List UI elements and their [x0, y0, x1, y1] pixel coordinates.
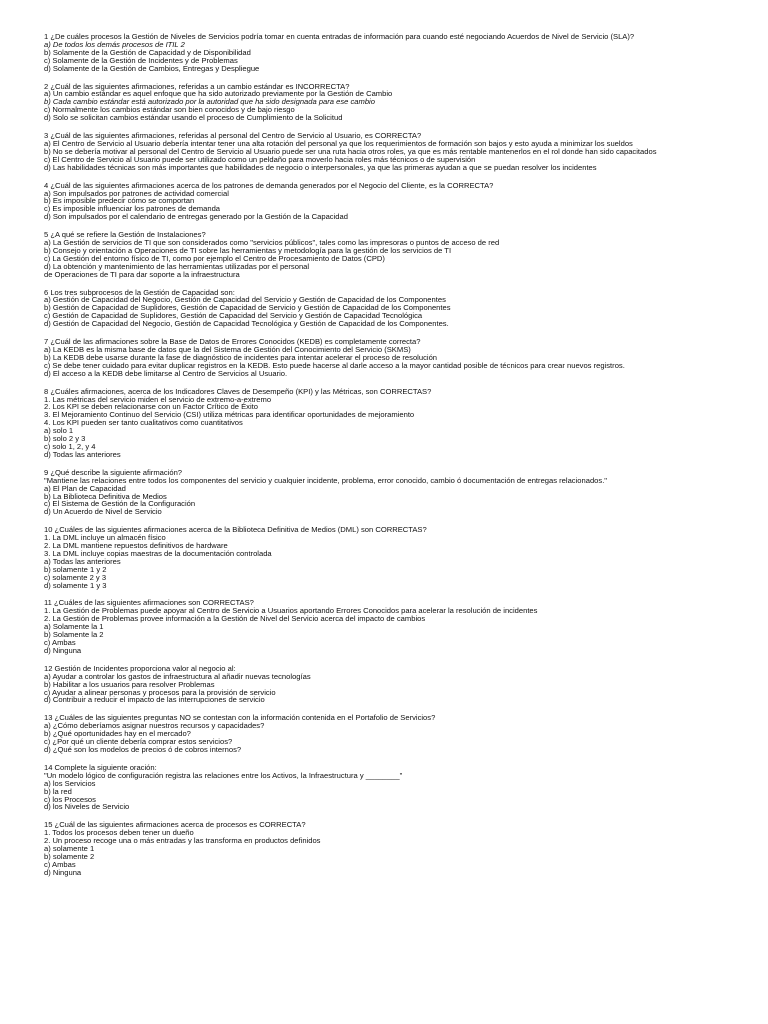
answer-option: c) Ambas [44, 859, 76, 869]
answer-option: 2. Un proceso recoge una o más entradas y las transforma en productos definidos [44, 836, 321, 846]
answer-option: 2. La DML mantiene repuestos definitivos de hardware [44, 541, 228, 551]
answer-option: a) De todos los demás procesos de ITIL 2 [44, 39, 185, 49]
answer-option: c) Ayudar a alinear personas y procesos para la provisión de servicio [44, 687, 276, 697]
answer-option: d) El acceso a la KEDB debe limitarse al Centro de Servicios al Usuario. [44, 368, 288, 378]
answer-option: a) solamente 1 [44, 844, 95, 854]
answer-option: c) Es imposible influenciar los patrones de demanda [44, 204, 221, 214]
answer-option: b) La KEDB debe usarse durante la fase de diagnóstico de incidentes para intentar acelerar el proceso de resolución [44, 352, 438, 362]
question-text: 11 ¿Cuáles de las siguientes afirmaciones son CORRECTAS? [44, 598, 254, 608]
question-text: 15 ¿Cuál de las siguientes afirmaciones acerca de procesos es CORRECTA? [44, 820, 306, 830]
answer-option: c) La Gestión del entorno físico de TI, como por ejemplo el Centro de Procesamiento de Datos (CPD) [44, 253, 385, 263]
answer-option: a) los Servicios [44, 778, 96, 788]
answer-option: d) Solo se solicitan cambios estándar usando el proceso de Cumplimiento de la Solicitud [44, 113, 343, 123]
question-block [44, 469, 744, 516]
answer-option: d) Un Acuerdo de Nivel de Servicio [44, 507, 162, 517]
answer-option: a) La KEDB es la misma base de datos que la del Sistema de Gestión del Conocimiento del Servicio (SKMS) [44, 345, 411, 354]
answer-option: a) La Gestión de servicios de TI que son considerados como "servicios públicos", tales como las impresoras o puntos de acceso de red [44, 238, 500, 248]
question-text: 4 ¿Cuál de las siguientes afirmaciones acerca de los patrones de demanda generados por el Negocio del Cliente, es la CORRECTA? [44, 180, 494, 190]
answer-option: b) Es imposible predecir cómo se comportan [44, 196, 195, 206]
answer-option: c) Normalmente los cambios estándar son bien conocidos y de bajo riesgo [44, 105, 295, 115]
question-block [44, 182, 744, 222]
question-block [44, 821, 744, 876]
answer-option: a) ¿Cómo deberíamos asignar nuestros recursos y capacidades? [44, 721, 265, 731]
answer-option: "Un modelo lógico de configuración registra las relaciones entre los Activos, la Infraestructura y ________" [44, 770, 403, 780]
answer-option: b) Gestión de Capacidad de Suplidores, Gestión de Capacidad de Servicio y Gestión de Capacidad de los Componentes [44, 303, 451, 313]
answer-option: a) Gestión de Capacidad del Negocio, Gestión de Capacidad del Servicio y Gestión de Capacidad de los Componentes [44, 295, 446, 305]
answer-option: b) solamente 1 y 2 [44, 564, 107, 574]
answer-option: b) No se debería motivar al personal del Centro de Servicio al Usuario puede ser una ruta hacia otros roles, ya que es más rentable mantenerlos en el rol donde han sido capacitados [44, 146, 657, 156]
answer-option: d) los Niveles de Servicio [44, 802, 130, 812]
answer-option: c) Ambas [44, 638, 76, 647]
answer-option: a) El Centro de Servicio al Usuario debería intentar tener una alta rotación del personal ya que los requerimientos de formación son bajos y esto ayuda a minimizar los sueldos [44, 138, 633, 148]
question-block [44, 231, 744, 278]
answer-option: 1. Todos los procesos deben tener un dueño [44, 828, 194, 838]
question-block [44, 33, 744, 73]
answer-option: d) Son impulsados por el calendario de entregas generado por la Gestión de la Capacidad [44, 212, 348, 222]
answer-option: b) solo 2 y 3 [44, 434, 86, 444]
answer-option: a) Todas las anteriores [44, 556, 121, 566]
answer-option: 1. La Gestión de Problemas puede apoyar al Centro de Servicio a Usuarios aportando Errores Conocidos para acelerar la resolución de incidentes [44, 606, 538, 616]
question-text: 12 Gestión de Incidentes proporciona valor al negocio al: [44, 663, 236, 673]
question-block [44, 526, 744, 589]
answer-option: a) solo 1 [44, 426, 74, 436]
answer-option: c) los Procesos [44, 794, 96, 804]
answer-option: 3. La DML incluye copias maestras de la documentación controlada [44, 548, 272, 558]
answer-option: c) ¿Por qué un cliente debería comprar estos servicios? [44, 737, 233, 747]
answer-option: c) Gestión de Capacidad de Suplidores, Gestión de Capacidad del Servicio y Gestión de Capacidad Tecnológica [44, 311, 423, 321]
answer-option: b) Habilitar a los usuarios para resolver Problemas [44, 679, 215, 689]
answer-option: b) ¿Qué oportunidades hay en el mercado? [44, 729, 191, 739]
question-text: 6 Los tres subprocesos de la Gestión de Capacidad son: [44, 287, 235, 297]
question-block [44, 714, 744, 754]
answer-option: 2. Los KPI se deben relacionarse con un Factor Crítico de Éxito [44, 402, 259, 412]
answer-option: b) Solamente la 2 [44, 630, 104, 640]
answer-option: 4. Los KPI pueden ser tanto cualitativos como cuantitativos [44, 418, 243, 428]
answer-option: 1. La DML incluye un almacén físico [44, 533, 166, 543]
question-text: 8 ¿Cuáles afirmaciones, acerca de los Indicadores Claves de Desempeño (KPI) y las Métricas, son CORRECTAS? [44, 386, 432, 396]
answer-option: d) Solamente de la Gestión de Cambios, Entregas y Despliegue [44, 63, 260, 73]
question-block [44, 388, 744, 459]
question-text: 9 ¿Qué describe la siguiente afirmación? [44, 467, 183, 477]
answer-option: d) Las habilidades técnicas son más importantes que habilidades de negocio o interpersonales, ya que las primeras ayudan a que se puedan resolver los incidentes [44, 162, 597, 172]
answer-option: b) Solamente de la Gestión de Capacidad y de Disponibilidad [44, 47, 251, 57]
answer-option: 1. Las métricas del servicio miden el servicio de extremo-a-extremo [44, 394, 272, 404]
document-page [44, 33, 744, 887]
question-block [44, 338, 744, 378]
answer-option: 3. El Mejoramiento Continuo del Servicio (CSI) utiliza métricas para identificar oportunidades de mejoramiento [44, 410, 415, 420]
question-text: 14 Complete la siguiente oración: [44, 762, 157, 772]
answer-option: c) solamente 2 y 3 [44, 572, 107, 582]
answer-option: de Operaciones de TI para dar soporte a la infraestructura [44, 269, 240, 279]
question-text: 7 ¿Cuál de las afirmaciones sobre la Base de Datos de Errores Conocidos (KEDB) es completamente correcta? [44, 337, 421, 347]
question-text: 13 ¿Cuáles de las siguientes preguntas NO se contestan con la información contenida en el Portafolio de Servicios? [44, 713, 436, 723]
answer-option: d) Gestión de Capacidad del Negocio, Gestión de Capacidad Tecnológica y Gestión de Capacidad de los Componentes. [44, 319, 449, 329]
answer-option: d) Ninguna [44, 867, 82, 877]
question-text: 2 ¿Cuál de las siguientes afirmaciones, referidas a un cambio estándar es INCORRECTA? [44, 81, 350, 91]
question-text: 1 ¿De cuáles procesos la Gestión de Niveles de Servicios podría tomar en cuenta entradas de información para cuando esté negociando Acuerdos de Nivel de Servicio (SLA)? [44, 32, 635, 41]
answer-option: d) Contribuir a reducir el impacto de las interrupciones de servicio [44, 695, 265, 705]
answer-option: a) Un cambio estándar es aquel enfoque que ha sido autorizado previamente por la Gestión de Cambio [44, 89, 393, 99]
answer-option: d) solamente 1 y 3 [44, 580, 107, 590]
answer-option: b) Cada cambio estándar está autorizado por la autoridad que ha sido designada para ese cambio [44, 97, 375, 107]
answer-option: a) El Plan de Capacidad [44, 483, 126, 493]
answer-option: b) la red [44, 786, 72, 796]
answer-option: c) El Centro de Servicio al Usuario puede ser utilizado como un peldaño para moverlo hacia roles más técnicos o de supervisión [44, 154, 476, 164]
answer-option: b) La Biblioteca Definitiva de Medios [44, 491, 167, 501]
question-text: 5 ¿A qué se refiere la Gestión de Instalaciones? [44, 230, 206, 240]
answer-option: b) solamente 2 [44, 851, 95, 861]
answer-option: a) Son impulsados por patrones de actividad comercial [44, 188, 229, 198]
question-block [44, 665, 744, 705]
question-block [44, 764, 744, 811]
answer-option: a) Ayudar a controlar los gastos de infraestructura al añadir nuevas tecnologías [44, 671, 311, 681]
answer-option: d) Todas las anteriores [44, 449, 121, 459]
question-text: 10 ¿Cuáles de las siguientes afirmaciones acerca de la Biblioteca Definitiva de Medios (DML) son CORRECTAS? [44, 525, 427, 535]
answer-option: c) solo 1, 2, y 4 [44, 441, 96, 451]
answer-option: "Mantiene las relaciones entre todos los componentes del servicio y cualquier incidente, problema, error conocido, cambio ó documentación de entregas relacionados." [44, 475, 608, 485]
question-block [44, 83, 744, 123]
answer-option: c) Solamente de la Gestión de Incidentes y de Problemas [44, 55, 238, 65]
answer-option: 2. La Gestión de Problemas provee información a la Gestión de Nivel del Servicio acerca del impacto de cambios [44, 614, 426, 624]
answer-option: d) La obtención y mantenimiento de las herramientas utilizadas por el personal [44, 261, 310, 271]
answer-option: d) Ninguna [44, 645, 82, 655]
answer-option: c) El Sistema de Gestión de la Configuración [44, 499, 196, 509]
answer-option: d) ¿Qué son los modelos de precios ó de cobros internos? [44, 744, 242, 754]
question-block [44, 599, 744, 654]
answer-option: b) Consejo y orientación a Operaciones de TI sobre las herramientas y metodología para la gestión de los servicios de TI [44, 245, 452, 255]
question-text: 3 ¿Cuál de las siguientes afirmaciones, referidas al personal del Centro de Servicio al Usuario, es CORRECTA? [44, 131, 422, 141]
answer-option: a) Solamente la 1 [44, 622, 104, 632]
question-block [44, 289, 744, 329]
answer-option: c) Se debe tener cuidado para evitar duplicar registros en la KEDB. Esto puede hacerse al darle acceso a la mayor cantidad posible de técnicos para crear nuevos registros. [44, 360, 625, 370]
question-block [44, 132, 744, 172]
